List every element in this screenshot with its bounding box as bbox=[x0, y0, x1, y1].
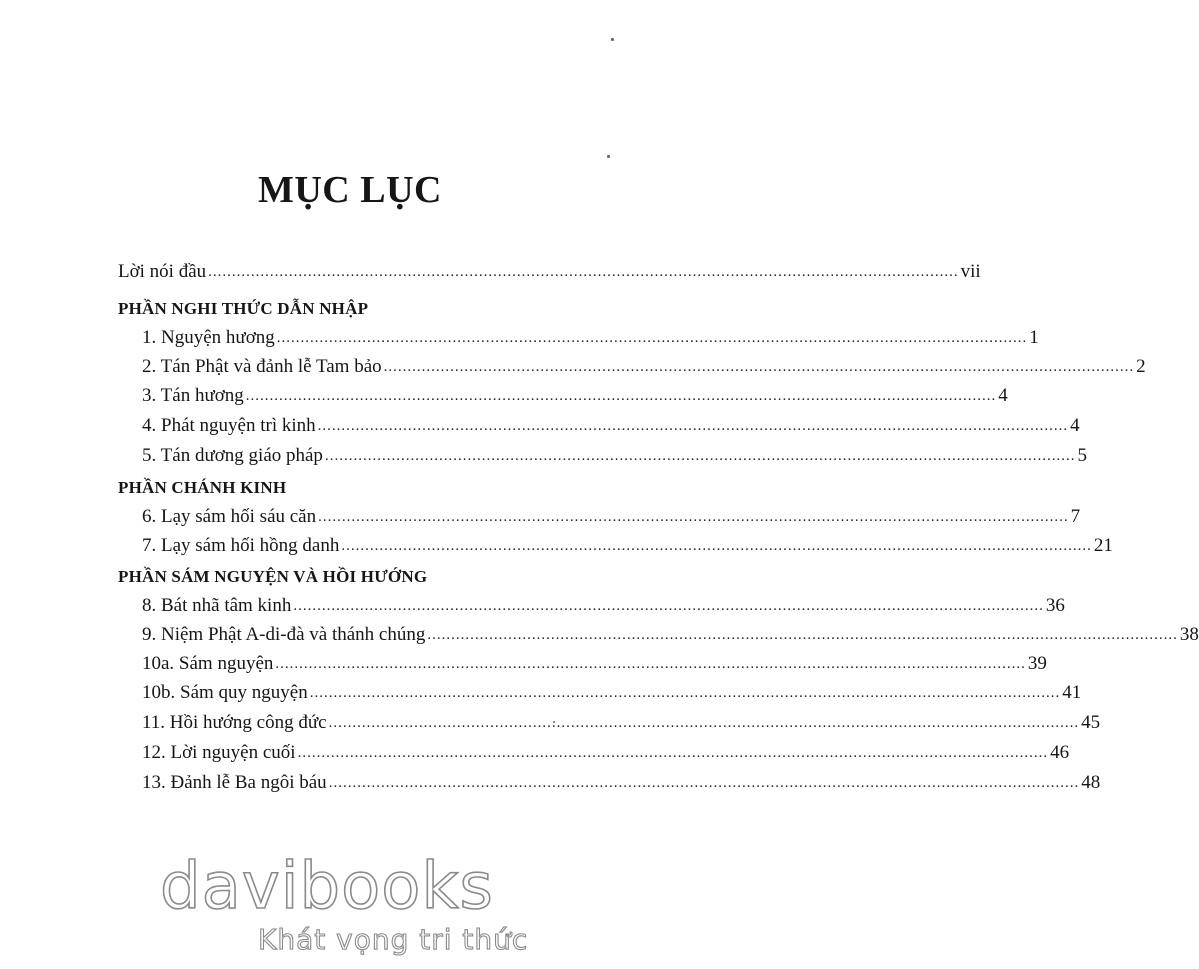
toc-entry-page: 38 bbox=[1179, 624, 1199, 645]
toc-entry-page: 2 bbox=[1136, 356, 1146, 377]
toc-entry-label: 12. Lời nguyện cuối bbox=[142, 742, 296, 763]
watermark-brand: davibooks bbox=[160, 850, 494, 924]
dot-leader: .............................................................................................................................................................. bbox=[317, 418, 1069, 434]
toc-entry-page: 1 bbox=[1029, 327, 1039, 348]
dot-leader: .............................................................................................................................................................. bbox=[328, 775, 1080, 791]
toc-entry-page: 4 bbox=[1070, 415, 1080, 436]
dot-leader: .............................................................................................................................................................. bbox=[318, 509, 1069, 525]
toc-entry-label: 4. Phát nguyện trì kinh bbox=[142, 415, 316, 436]
watermark-slogan: Khát vọng tri thức bbox=[258, 923, 529, 956]
watermark bbox=[150, 848, 550, 958]
toc-entry-label: 3. Tán hương bbox=[142, 385, 244, 406]
toc-entry bbox=[142, 414, 1080, 438]
dot-leader: .............................................................................................................................................................. bbox=[297, 745, 1049, 761]
dot-leader: .............................................................................................................................................................. bbox=[208, 264, 959, 280]
toc-entry-label: 8. Bát nhã tâm kinh bbox=[142, 595, 292, 616]
toc-entry-label: 10b. Sám quy nguyện bbox=[142, 682, 308, 703]
toc-entry bbox=[142, 681, 1082, 705]
toc-entry-page: 39 bbox=[1027, 653, 1047, 674]
toc-entry-page: 5 bbox=[1077, 445, 1087, 466]
dot-leader: .............................................................................................................................................................. bbox=[309, 685, 1061, 701]
toc-entry bbox=[142, 326, 1039, 350]
toc-entry-label: 7. Lạy sám hối hồng danh bbox=[142, 535, 340, 556]
dot-leader: .............................................................................................................................................................. bbox=[328, 715, 1080, 731]
dot-leader: .............................................................................................................................................................. bbox=[383, 359, 1135, 375]
section-heading: PHẦN SÁM NGUYỆN VÀ HỒI HƯỚNG bbox=[118, 567, 428, 586]
section-heading: PHẦN CHÁNH KINH bbox=[118, 478, 287, 497]
dot-leader: .............................................................................................................................................................. bbox=[427, 627, 1178, 643]
toc-entry-page: 4 bbox=[998, 385, 1008, 406]
toc-entry bbox=[142, 534, 1113, 558]
toc-entry-label: Lời nói đầu bbox=[118, 261, 207, 282]
toc-entry-preface bbox=[118, 260, 981, 284]
toc-entry bbox=[142, 384, 1008, 408]
toc-entry-page: 21 bbox=[1093, 535, 1113, 556]
toc-entry-page: 41 bbox=[1062, 682, 1082, 703]
toc-entry-label: 6. Lạy sám hối sáu căn bbox=[142, 506, 317, 527]
toc-entry bbox=[142, 505, 1081, 529]
toc-entry bbox=[142, 594, 1065, 618]
toc-entry-label: 9. Niệm Phật A-di-đà và thánh chúng bbox=[142, 624, 426, 645]
toc-entry-page: 36 bbox=[1045, 595, 1065, 616]
toc-entry-label: 5. Tán dương giáo pháp bbox=[142, 445, 323, 466]
dot-leader: .............................................................................................................................................................. bbox=[276, 330, 1028, 346]
dot-leader: .............................................................................................................................................................. bbox=[324, 448, 1076, 464]
dot-leader: .............................................................................................................................................................. bbox=[293, 598, 1044, 614]
toc-entry-label: 1. Nguyện hương bbox=[142, 327, 275, 348]
toc-entry bbox=[142, 623, 1199, 647]
toc-entry-label: 10a. Sám nguyện bbox=[142, 653, 274, 674]
toc-entry-label: 11. Hồi hướng công đức bbox=[142, 712, 327, 733]
toc-entry-page: vii bbox=[960, 261, 981, 282]
toc-entry bbox=[142, 444, 1087, 468]
dot-leader: .............................................................................................................................................................. bbox=[275, 656, 1026, 672]
toc-entry bbox=[142, 771, 1101, 795]
toc-entry-page: 7 bbox=[1070, 506, 1081, 527]
toc-entry-label: 13. Đảnh lễ Ba ngôi báu bbox=[142, 772, 327, 793]
toc-entry-label: 2. Tán Phật và đảnh lễ Tam bảo bbox=[142, 356, 382, 377]
toc-entry bbox=[142, 652, 1047, 676]
toc-entry-page: 46 bbox=[1050, 742, 1070, 763]
toc-entry bbox=[142, 741, 1070, 765]
toc-entry bbox=[142, 355, 1146, 379]
dot-leader: .............................................................................................................................................................. bbox=[341, 538, 1092, 554]
page-title: MỤC LỤC bbox=[258, 169, 442, 211]
section-heading: PHẦN NGHI THỨC DẪN NHẬP bbox=[118, 299, 369, 318]
toc-entry-page: 48 bbox=[1081, 772, 1101, 793]
dot-leader: .............................................................................................................................................................. bbox=[245, 388, 997, 404]
toc-entry-page: 45 bbox=[1081, 712, 1101, 733]
toc-entry bbox=[142, 711, 1101, 735]
